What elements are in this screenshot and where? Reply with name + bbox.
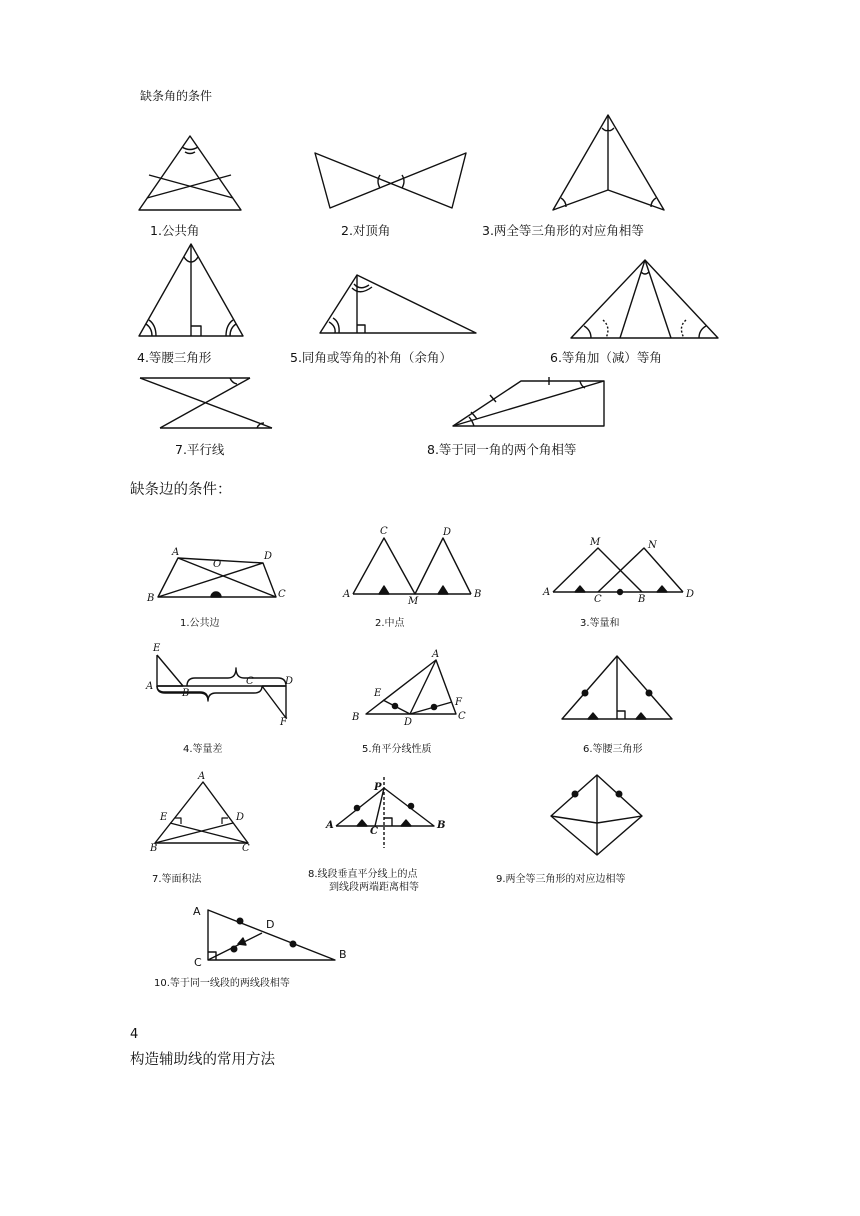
caption-side-5: 5.角平分线性质 — [362, 744, 432, 755]
figure-same-angle — [453, 377, 604, 426]
caption-angle-4: 4.等腰三角形 — [137, 350, 212, 365]
caption-angle-3: 3.两全等三角形的对应角相等 — [482, 223, 644, 238]
label-s3-d: D — [686, 589, 695, 600]
label-s7-d: D — [236, 812, 245, 823]
label-s4-d: D — [285, 676, 294, 687]
label-s1-o: O — [213, 559, 222, 570]
figure-isosceles-angles — [139, 244, 243, 336]
caption-angle-7: 7.平行线 — [175, 442, 225, 457]
label-s1-b: B — [147, 593, 155, 604]
caption-angle-8: 8.等于同一角的两个角相等 — [427, 442, 577, 457]
caption-side-3: 3.等量和 — [580, 618, 620, 629]
label-s8-a: A — [326, 820, 334, 831]
caption-side-2: 2.中点 — [375, 618, 405, 629]
figure-congruent-sides — [551, 775, 642, 855]
label-s3-a: A — [543, 587, 551, 598]
label-s7-a: A — [198, 771, 206, 782]
next-section-heading: 构造辅助线的常用方法 — [130, 1052, 275, 1068]
caption-side-10: 10.等于同一线段的两线段相等 — [154, 978, 290, 989]
figure-common-angle — [139, 136, 241, 210]
label-s4-e: E — [153, 643, 161, 654]
figure-equal-sum — [553, 548, 683, 595]
label-s10-c: C — [194, 956, 202, 969]
label-s4-c: C — [246, 676, 254, 687]
figure-isosceles-sides — [562, 656, 672, 719]
label-s2-c: C — [380, 526, 388, 537]
label-s1-c: C — [278, 589, 286, 600]
caption-angle-2: 2.对顶角 — [341, 223, 391, 238]
label-s8-b: B — [437, 820, 446, 831]
figure-parallel-lines — [140, 378, 272, 428]
label-s5-b: B — [352, 712, 360, 723]
caption-side-8b: 到线段两端距离相等 — [329, 882, 419, 893]
caption-side-7: 7.等面积法 — [152, 874, 202, 885]
figure-perpendicular-bisector — [336, 777, 434, 848]
label-s3-b: B — [638, 594, 646, 605]
section-number: 4 — [130, 1027, 139, 1042]
label-s1-d: D — [264, 551, 273, 562]
caption-side-8a: 8.线段垂直平分线上的点 — [308, 869, 418, 880]
clipped-heading: 缺条角的条件 — [140, 89, 213, 103]
caption-side-1: 1.公共边 — [180, 618, 220, 629]
label-s3-m: M — [590, 537, 601, 548]
caption-side-6: 6.等腰三角形 — [583, 744, 643, 755]
caption-side-9: 9.两全等三角形的对应边相等 — [496, 874, 626, 885]
label-s5-f: F — [455, 697, 462, 708]
side-conditions-heading: 缺条边的条件： — [130, 482, 232, 498]
label-s8-p: P — [374, 782, 382, 793]
figure-equal-difference — [157, 655, 286, 718]
label-s5-d: D — [404, 717, 413, 728]
label-s2-a: A — [343, 589, 351, 600]
figure-supplement-angles — [320, 275, 476, 333]
label-s8-c: C — [370, 826, 378, 837]
label-s5-a: A — [432, 649, 440, 660]
label-s5-e: E — [374, 688, 382, 699]
figure-vertical-angles — [315, 153, 466, 208]
label-s2-d: D — [443, 527, 452, 538]
label-s1-a: A — [172, 547, 180, 558]
caption-side-4: 4.等量差 — [183, 744, 223, 755]
label-s4-b: B — [182, 688, 190, 699]
label-s3-n: N — [648, 540, 657, 551]
label-s10-d: D — [266, 918, 275, 931]
label-s2-m: M — [408, 596, 419, 607]
label-s4-f: F — [280, 717, 287, 728]
label-s10-b: B — [339, 948, 347, 961]
caption-angle-5: 5.同角或等角的补角（余角） — [290, 350, 452, 365]
label-s3-c: C — [594, 594, 602, 605]
label-s7-b: B — [150, 843, 158, 854]
label-s2-b: B — [474, 589, 482, 600]
figure-congruent-angles — [553, 115, 664, 210]
label-s5-c: C — [458, 711, 466, 722]
label-s7-c: C — [242, 843, 250, 854]
figure-add-equal-angles — [571, 260, 718, 338]
label-s10-a: A — [193, 905, 201, 918]
label-s4-a: A — [146, 681, 154, 692]
caption-angle-6: 6.等角加（减）等角 — [550, 350, 662, 365]
figure-equal-area — [155, 782, 248, 843]
label-s7-e: E — [160, 812, 168, 823]
figure-angle-bisector — [366, 660, 456, 714]
caption-angle-1: 1.公共角 — [150, 223, 200, 238]
figure-midpoint — [353, 538, 471, 594]
